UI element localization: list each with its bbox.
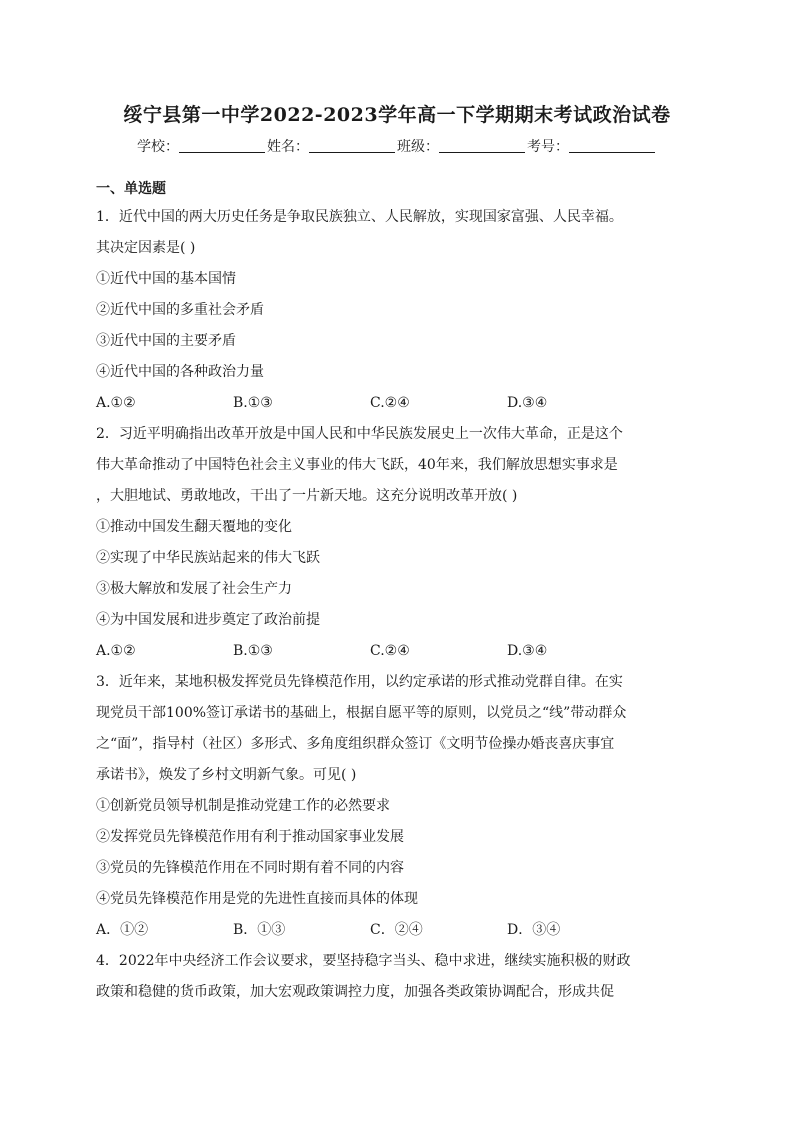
question-item: ②发挥党员先锋模范作用有利于推动国家事业发展 xyxy=(96,829,404,845)
question-stem-line: 现党员干部100%签订承诺书的基础上，根据自愿平等的原则，以党员之“线”带动群众 xyxy=(96,705,627,721)
question-3 xyxy=(96,667,706,946)
option-b[interactable]: B．①③ xyxy=(233,922,286,938)
question-stem-line: 政策和稳健的货币政策，加大宏观政策调控力度，加强各类政策协调配合，形成共促 xyxy=(96,984,614,1000)
question-stem-line: 2．习近平明确指出改革开放是中国人民和中华民族发展史上一次伟大革命，正是这个 xyxy=(96,426,623,442)
section-title: 一、单选题 xyxy=(96,181,166,197)
question-1 xyxy=(96,202,706,419)
question-item: ①创新党员领导机制是推动党建工作的必然要求 xyxy=(96,798,390,814)
question-item: ④党员先锋模范作用是党的先进性直接而具体的体现 xyxy=(96,891,418,907)
question-item: ①近代中国的基本国情 xyxy=(96,271,236,287)
question-item: ③党员的先锋模范作用在不同时期有着不同的内容 xyxy=(96,860,404,876)
question-item: ④近代中国的各种政治力量 xyxy=(96,364,264,380)
question-stem-line: 承诺书》，焕发了乡村文明新气象。可见( ) xyxy=(96,767,357,783)
option-d[interactable]: D.③④ xyxy=(507,395,548,411)
question-stem-line: ，大胆地试、勇敢地改，干出了一片新天地。这充分说明改革开放( ) xyxy=(96,488,518,504)
option-b[interactable]: B.①③ xyxy=(233,395,273,411)
class-label: 班级： xyxy=(397,139,439,155)
question-stem-line: 之“面”，指导村（社区）多形式、多角度组织群众签订《文明节俭操办婚丧喜庆事宜 xyxy=(96,736,615,752)
name-blank[interactable] xyxy=(309,139,395,153)
question-stem-line: 伟大革命推动了中国特色社会主义事业的伟大飞跃，40年来，我们解放思想实事求是 xyxy=(96,457,618,473)
option-d[interactable]: D.③④ xyxy=(507,643,548,659)
question-item: ②实现了中华民族站起来的伟大飞跃 xyxy=(96,550,320,566)
option-c[interactable]: C．②④ xyxy=(370,922,423,938)
name-label: 姓名： xyxy=(267,139,309,155)
answer-options xyxy=(96,636,706,667)
question-4 xyxy=(96,946,706,1008)
question-stem-line: 4．2022年中央经济工作会议要求，要坚持稳字当头、稳中求进，继续实施积极的财政 xyxy=(96,953,631,969)
class-blank[interactable] xyxy=(439,139,525,153)
school-label: 学校： xyxy=(137,139,179,155)
option-a[interactable]: A.①② xyxy=(96,395,136,411)
option-a[interactable]: A.①② xyxy=(96,643,136,659)
exam-title: 绥宁县第一中学2022-2023学年高一下学期期末考试政治试卷 xyxy=(123,104,671,126)
option-b[interactable]: B.①③ xyxy=(233,643,273,659)
question-item: ①推动中国发生翻天覆地的变化 xyxy=(96,519,292,535)
option-c[interactable]: C.②④ xyxy=(370,643,410,659)
question-stem-line: 其决定因素是( ) xyxy=(96,240,196,256)
questions-content xyxy=(96,176,706,1008)
question-stem-line: 1．近代中国的两大历史任务是争取民族独立、人民解放，实现国家富强、人民幸福。 xyxy=(96,209,623,225)
question-item: ④为中国发展和进步奠定了政治前提 xyxy=(96,612,320,628)
school-blank[interactable] xyxy=(179,139,265,153)
question-stem-line: 3．近年来，某地积极发挥党员先锋模范作用，以约定承诺的形式推动党群自律。在实 xyxy=(96,674,623,690)
question-item: ③近代中国的主要矛盾 xyxy=(96,333,236,349)
student-info-row xyxy=(0,136,794,156)
option-a[interactable]: A．①② xyxy=(96,922,149,938)
exam-number-label: 考号： xyxy=(527,139,569,155)
answer-options xyxy=(96,915,706,946)
exam-number-blank[interactable] xyxy=(569,139,655,153)
option-d[interactable]: D．③④ xyxy=(507,922,561,938)
question-2 xyxy=(96,419,706,667)
option-c[interactable]: C.②④ xyxy=(370,395,410,411)
answer-options xyxy=(96,388,706,419)
question-item: ③极大解放和发展了社会生产力 xyxy=(96,581,292,597)
question-item: ②近代中国的多重社会矛盾 xyxy=(96,302,264,318)
